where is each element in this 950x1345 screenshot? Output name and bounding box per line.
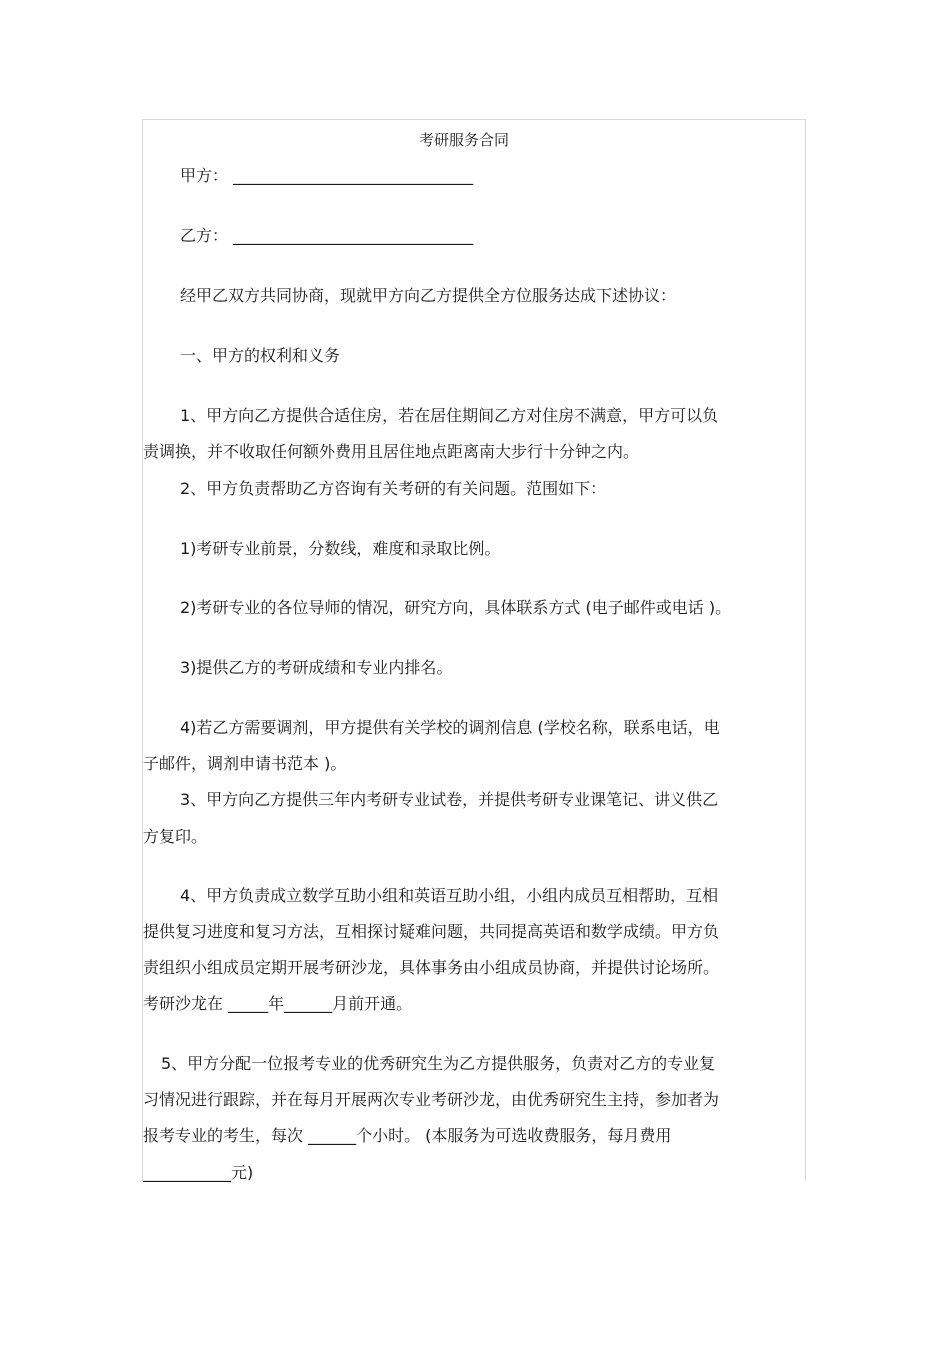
subitem-4-line1: 4)若乙方需要调剂，甲方提供有关学校的调剂信息 (学校名称，联系电话，电 <box>180 718 720 737</box>
item5-line4: ___________元) <box>143 1163 254 1182</box>
document-page-frame <box>142 119 806 1181</box>
item2-line1: 2、甲方负责帮助乙方咨询有关考研的有关问题。范围如下： <box>180 479 607 498</box>
item5-line3: 报考专业的考生，每次 ______个小时。 (本服务为可选收费服务，每月费用 <box>143 1126 672 1145</box>
item4-line4: 考研沙龙在 _____年______月前开通。 <box>143 994 413 1013</box>
item5-line2: 习情况进行跟踪，并在每月开展两次专业考研沙龙，由优秀研究生主持，参加者为 <box>143 1090 720 1109</box>
subitem-2: 2)考研专业的各位导师的情况，研究方向，具体联系方式 (电子邮件或电话 )。 <box>180 598 732 617</box>
item1-line2: 责调换，并不收取任何额外费用且居住地点距离南大步行十分钟之内。 <box>143 442 640 461</box>
party-b-line: 乙方： ______________________________ <box>180 226 474 245</box>
item5-line1: 5、甲方分配一位报考专业的优秀研究生为乙方提供服务，负责对乙方的专业复 <box>161 1054 716 1073</box>
item4-line3: 责组织小组成员定期开展考研沙龙，具体事务由小组成员协商，并提供讨论场所。 <box>143 958 720 977</box>
document-title: 考研服务合同 <box>419 131 510 149</box>
subitem-4-line2: 子邮件，调剂申请书范本 )。 <box>143 754 347 773</box>
item1-line1: 1、甲方向乙方提供合适住房，若在居住期间乙方对住房不满意，甲方可以负 <box>180 406 719 425</box>
subitem-3: 3)提供乙方的考研成绩和专业内排名。 <box>180 658 453 677</box>
party-a-line: 甲方： ______________________________ <box>180 166 474 185</box>
section1-heading: 一、甲方的权利和义务 <box>180 346 341 365</box>
subitem-1: 1)考研专业前景，分数线，难度和录取比例。 <box>180 539 501 558</box>
item3-line2: 方复印。 <box>143 827 208 846</box>
item4-line1: 4、甲方负责成立数学互助小组和英语互助小组，小组内成员互相帮助，互相 <box>180 886 719 905</box>
item3-line1: 3、甲方向乙方提供三年内考研专业试卷，并提供考研专业课笔记、讲义供乙 <box>180 790 719 809</box>
item4-line2: 提供复习进度和复习方法，互相探讨疑难问题，共同提高英语和数学成绩。甲方负 <box>143 922 720 941</box>
preamble-text: 经甲乙双方共同协商，现就甲方向乙方提供全方位服务达成下述协议： <box>180 286 677 305</box>
